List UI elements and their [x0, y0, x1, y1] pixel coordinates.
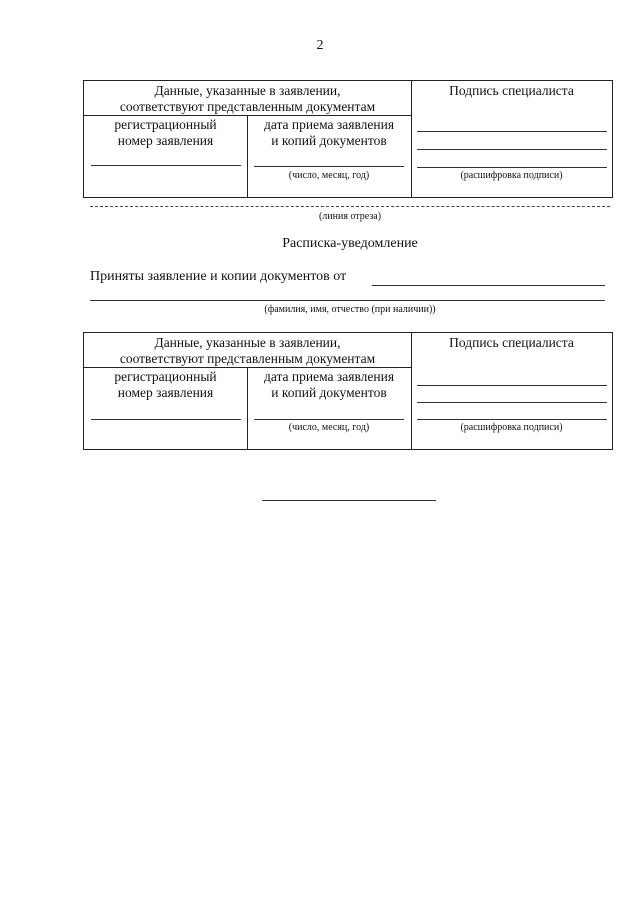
header-left	[84, 335, 411, 367]
header-left-line2: соответствуют представленным документам	[119, 99, 376, 114]
col1-label	[84, 117, 247, 149]
signature-line[interactable]	[417, 385, 607, 386]
cut-line-label: (линия отреза)	[318, 211, 382, 222]
page-number: 2	[316, 38, 324, 53]
form-table-bottom	[83, 332, 613, 450]
header-left	[84, 83, 411, 115]
signature-line[interactable]	[417, 131, 607, 132]
header-right: Подпись специалиста	[449, 335, 574, 350]
signature-line[interactable]	[417, 402, 607, 403]
header-left-line1: Данные, указанные в заявлении,	[154, 83, 341, 98]
fio-field[interactable]	[90, 300, 605, 301]
date-caption: (число, месяц, год)	[288, 422, 370, 433]
received-text: Приняты заявление и копии документов от	[90, 269, 347, 284]
col1-line1: регистрационный	[114, 117, 217, 132]
col1-line2: номер заявления	[117, 133, 214, 148]
reg-number-field[interactable]	[91, 419, 241, 420]
fio-caption: (фамилия, имя, отчество (при наличии))	[264, 304, 436, 315]
col1-line1: регистрационный	[114, 369, 217, 384]
col2-label	[247, 117, 411, 149]
applicant-field[interactable]	[372, 285, 605, 286]
col2-line2: и копий документов	[271, 133, 387, 148]
signature-caption: (расшифровка подписи)	[460, 170, 563, 181]
col2-label	[247, 369, 411, 401]
cut-line	[90, 206, 610, 207]
col1-line2: номер заявления	[117, 385, 214, 400]
signature-decode-line[interactable]	[417, 167, 607, 168]
col2-line1: дата приема заявления	[263, 117, 395, 132]
date-field[interactable]	[254, 166, 404, 167]
reg-number-field[interactable]	[91, 165, 241, 166]
header-left-line2: соответствуют представленным документам	[119, 351, 376, 366]
date-field[interactable]	[254, 419, 404, 420]
end-separator	[262, 500, 436, 501]
col1-label	[84, 369, 247, 401]
col2-line1: дата приема заявления	[263, 369, 395, 384]
signature-decode-line[interactable]	[417, 419, 607, 420]
signature-line[interactable]	[417, 149, 607, 150]
form-table-top	[83, 80, 613, 198]
header-left-line1: Данные, указанные в заявлении,	[154, 335, 341, 350]
date-caption: (число, месяц, год)	[288, 170, 370, 181]
col2-line2: и копий документов	[271, 385, 387, 400]
signature-caption: (расшифровка подписи)	[460, 422, 563, 433]
receipt-title: Расписка-уведомление	[282, 236, 418, 251]
header-right: Подпись специалиста	[449, 83, 574, 98]
